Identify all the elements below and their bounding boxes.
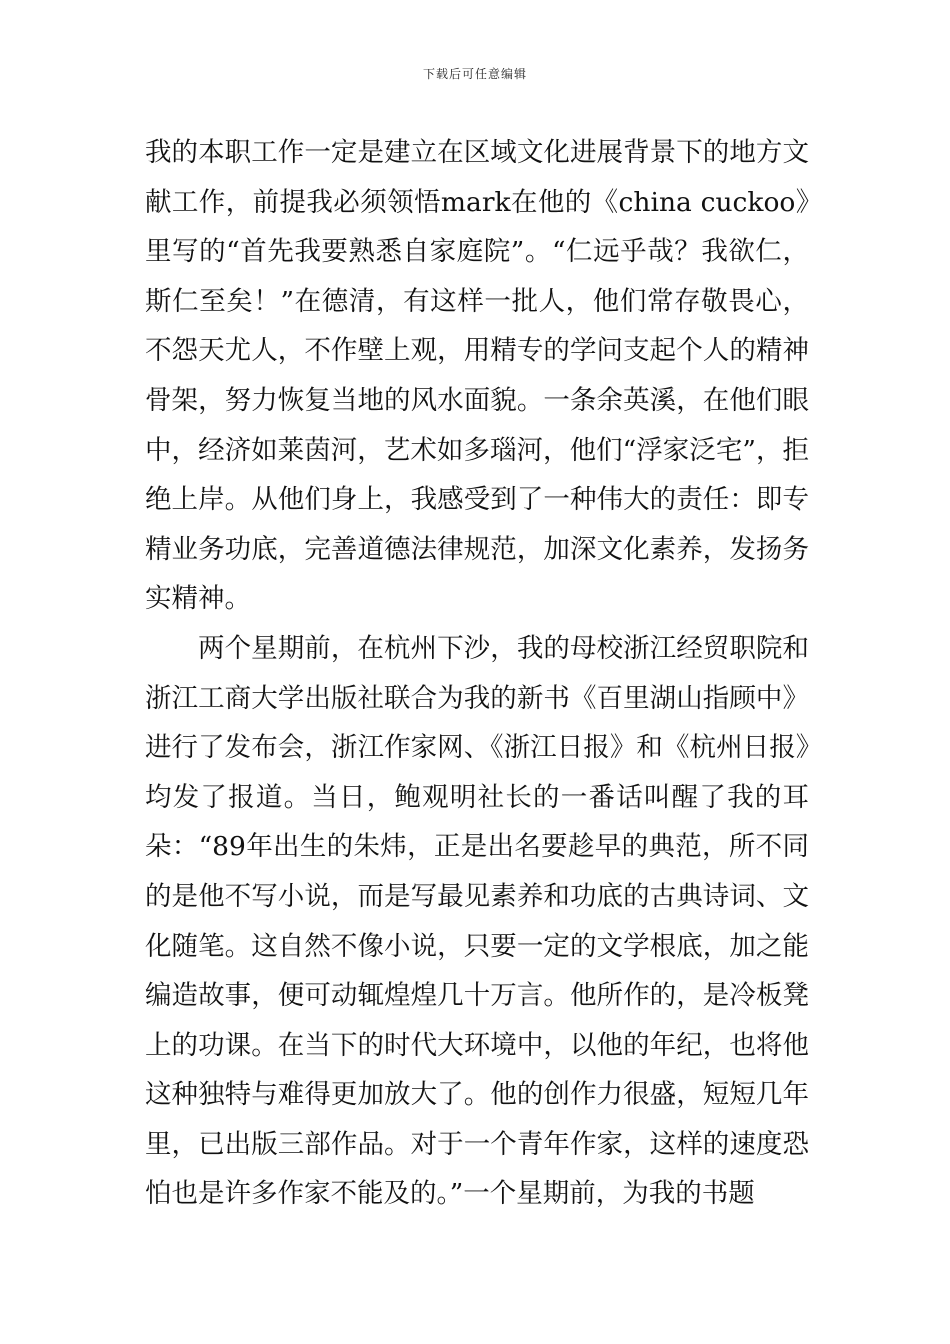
document-body bbox=[145, 128, 809, 1219]
page-header: 下载后可任意编辑 bbox=[422, 67, 527, 81]
paragraph-2: 两个星期前，在杭州下沙，我的母校浙江经贸职院和浙江工商大学出版社联合为我的新书《百里湖山指顾中》进行了发布会，浙江作家网、《浙江日报》和《杭州日报》均发了报道。当日，鲍观明社长的一番话叫醒了我的耳朵：“89年出生的朱炜，正是出名要趁早的典范，所不同的是他不写小说，而是写最见素养和功底的古典诗词、文化随笔。这自然不像小说，只要一定的文学根底，加之能编造故事，便可动辄煌煌几十万言。他所作的，是冷板凳上的功课。在当下的时代大环境中，以他的年纪，也将他这种独特与难得更加放大了。他的创作力很盛，短短几年里，已出版三部作品。对于一个青年作家，这样的速度恐怕也是许多作家不能及的。”一个星期前，为我的书题 bbox=[145, 632, 809, 1210]
paragraph-1: 我的本职工作一定是建立在区域文化进展背景下的地方文献工作，前提我必须领悟mark在他的《china cuckoo》里写的“首先我要熟悉自家庭院”。“仁远乎哉？我欲仁，斯仁至矣！”在德清，有这样一批人，他们常存敬畏心，不怨天尤人，不作壁上观，用精专的学问支起个人的精神骨架，努力恢复当地的风水面貌。一条余英溪，在他们眼中，经济如莱茵河，艺术如多瑙河，他们“浮家泛宅”，拒绝上岸。从他们身上，我感受到了一种伟大的责任：即专精业务功底，完善道德法律规范，加深文化素养，发扬务实精神。 bbox=[145, 137, 809, 615]
